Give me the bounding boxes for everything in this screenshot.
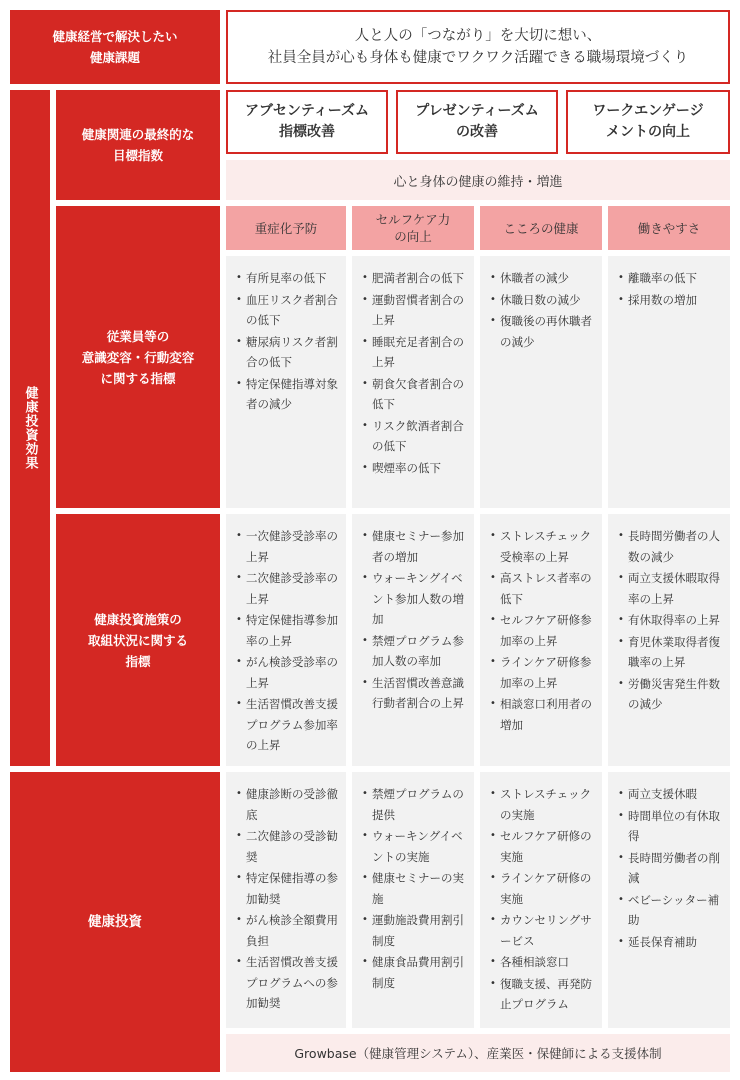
list-item: • 高ストレス者率の低下 [490, 568, 594, 609]
initiative-column-selfcare [352, 514, 474, 766]
list-item: • 有休取得率の上昇 [618, 610, 722, 631]
list-item: • 特定保健指導対象者の減少 [236, 374, 338, 415]
list-item: • カウンセリングサービス [490, 910, 594, 951]
list-item: • 一次健診受診率の上昇 [236, 526, 338, 567]
indicator-list [226, 256, 346, 415]
list-item: • 二次健診の受診勧奨 [236, 826, 338, 867]
goal-absenteeism [226, 90, 388, 154]
indicator-list [480, 514, 602, 735]
indicator-list [352, 256, 474, 478]
investment-column-mental-health [480, 772, 602, 1028]
behavior-column-work-ease [608, 256, 730, 508]
list-item: • 復職後の再休職者の減少 [490, 311, 594, 352]
indicator-list [226, 514, 346, 756]
list-item: • 健康セミナー参加者の増加 [362, 526, 466, 567]
list-item: • 血圧リスク者割合の低下 [236, 290, 338, 331]
initiative-column-work-ease [608, 514, 730, 766]
investment-column-severe-prevention [226, 772, 346, 1028]
effect-label-cell [10, 90, 50, 766]
investment-column-work-ease [608, 772, 730, 1028]
list-item: • ラインケア研修の実施 [490, 868, 594, 909]
list-item: • 労働災害発生件数の減少 [618, 674, 722, 715]
final-index-banner [226, 160, 730, 200]
list-item: • 長時間労働者の削減 [618, 848, 722, 889]
category-header-text: セルフケア力 の向上 [375, 212, 451, 244]
list-item: • 両立支援休暇 [618, 784, 722, 805]
list-item: • セルフケア研修の実施 [490, 826, 594, 867]
goal-presenteeism-text: プレゼンティーズム の改善 [415, 103, 539, 140]
goal-engagement [566, 90, 730, 154]
list-item: • 有所見率の低下 [236, 268, 338, 289]
list-item: • 喫煙率の低下 [362, 458, 466, 479]
measure-list [608, 772, 730, 952]
indicator-list [352, 514, 474, 714]
category-header-selfcare [352, 206, 474, 250]
initiative-label-cell [56, 514, 220, 766]
list-item: • 二次健診受診率の上昇 [236, 568, 338, 609]
indicator-list [608, 514, 730, 715]
measure-list [480, 772, 602, 1015]
list-item: • 生活習慣改善支援プログラム参加率の上昇 [236, 694, 338, 756]
investment-footer-text: Growbase（健康管理システム）、産業医・保健師による支援体制 [294, 1046, 662, 1061]
category-header-severe-prevention [226, 206, 346, 250]
list-item: • ベビーシッター補助 [618, 890, 722, 931]
measure-list [352, 772, 474, 993]
list-item: • 糖尿病リスク者割合の低下 [236, 332, 338, 373]
list-item: • 運動施設費用割引制度 [362, 910, 466, 951]
list-item: • 各種相談窓口 [490, 952, 594, 973]
list-item: • 長時間労働者の人数の減少 [618, 526, 722, 567]
list-item: • 生活習慣改善支援プログラムへの参加勧奨 [236, 952, 338, 1014]
category-header-mental-health [480, 206, 602, 250]
issue-text-cell [226, 10, 730, 84]
list-item: • 生活習慣改善意識行動者割合の上昇 [362, 673, 466, 714]
final-index-label-cell [56, 90, 220, 200]
list-item: • 延長保育補助 [618, 932, 722, 953]
investment-column-selfcare [352, 772, 474, 1028]
list-item: • セルフケア研修参加率の上昇 [490, 610, 594, 651]
final-index-label: 健康関連の最終的な 目標指数 [81, 127, 195, 163]
list-item: • ストレスチェック受検率の上昇 [490, 526, 594, 567]
goal-engagement-text: ワークエンゲージ メントの向上 [592, 103, 704, 140]
investment-label-cell [10, 772, 220, 1072]
behavior-label-cell [56, 206, 220, 508]
indicator-list [608, 256, 730, 310]
measure-list [226, 772, 346, 1014]
list-item: • 健康診断の受診徹底 [236, 784, 338, 825]
investment-footer-banner [226, 1034, 730, 1072]
behavior-column-selfcare [352, 256, 474, 508]
list-item: • 離職率の低下 [618, 268, 722, 289]
list-item: • 採用数の増加 [618, 290, 722, 311]
issue-label-cell [10, 10, 220, 84]
initiative-label: 健康投資施策の 取組状況に関する 指標 [87, 611, 188, 669]
behavior-label: 従業員等の 意識変容・行動変容 に関する指標 [81, 328, 195, 386]
behavior-column-severe-prevention [226, 256, 346, 508]
initiative-column-mental-health [480, 514, 602, 766]
issue-text: 人と人の「つながり」を大切に想い、 社員全員が心も身体も健康でワクワク活躍できる職場環境づくり [267, 28, 689, 66]
issue-label: 健康経営で解決したい 健康課題 [52, 29, 178, 65]
list-item: • 肥満者割合の低下 [362, 268, 466, 289]
list-item: • ラインケア研修参加率の上昇 [490, 652, 594, 693]
list-item: • 両立支援休暇取得率の上昇 [618, 568, 722, 609]
list-item: • がん検診全額費用負担 [236, 910, 338, 951]
list-item: • 相談窓口利用者の増加 [490, 694, 594, 735]
list-item: • 朝食欠食者割合の低下 [362, 374, 466, 415]
list-item: • 休職者の減少 [490, 268, 594, 289]
behavior-column-mental-health [480, 256, 602, 508]
category-header-text: 重症化予防 [254, 220, 318, 236]
list-item: • 健康食品費用割引制度 [362, 952, 466, 993]
list-item: • ストレスチェックの実施 [490, 784, 594, 825]
category-header-work-ease [608, 206, 730, 250]
effect-label: 健康投資効果 [22, 386, 38, 470]
goal-presenteeism [396, 90, 558, 154]
final-index-banner-text: 心と身体の健康の維持・増進 [393, 174, 563, 190]
list-item: • 休職日数の減少 [490, 290, 594, 311]
list-item: • 禁煙プログラムの提供 [362, 784, 466, 825]
category-header-text: こころの健康 [503, 220, 579, 236]
investment-label: 健康投資 [88, 913, 142, 930]
list-item: • 禁煙プログラム参加人数の率加 [362, 631, 466, 672]
list-item: • がん検診受診率の上昇 [236, 652, 338, 693]
list-item: • 睡眠充足者割合の上昇 [362, 332, 466, 373]
list-item: • 時間単位の有休取得 [618, 806, 722, 847]
indicator-list [480, 256, 602, 352]
list-item: • 運動習慣者割合の上昇 [362, 290, 466, 331]
category-header-text: 働きやすさ [637, 220, 701, 236]
list-item: • ウォーキングイベントの実施 [362, 826, 466, 867]
list-item: • 特定保健指導の参加勧奨 [236, 868, 338, 909]
list-item: • 特定保健指導参加率の上昇 [236, 610, 338, 651]
list-item: • 健康セミナーの実施 [362, 868, 466, 909]
list-item: • リスク飲酒者割合の低下 [362, 416, 466, 457]
goal-absenteeism-text: アブセンティーズム 指標改善 [244, 103, 370, 140]
list-item: • 育児休業取得者復職率の上昇 [618, 632, 722, 673]
list-item: • 復職支援、再発防止プログラム [490, 974, 594, 1015]
initiative-column-severe-prevention [226, 514, 346, 766]
list-item: • ウォーキングイベント参加人数の増加 [362, 568, 466, 630]
